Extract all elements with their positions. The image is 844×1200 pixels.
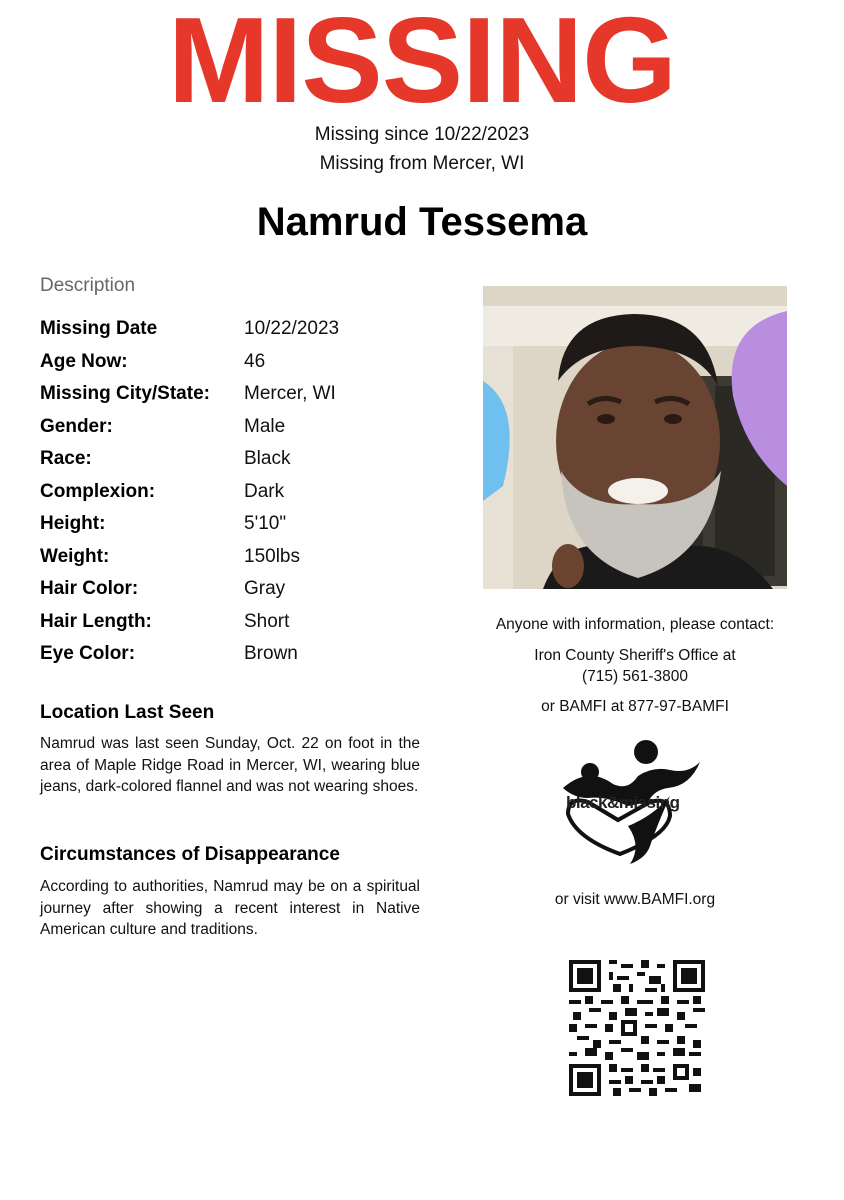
qr-code-icon[interactable] xyxy=(569,960,705,1096)
detail-key: Missing Date xyxy=(40,318,158,340)
detail-key: Race: xyxy=(40,448,92,470)
location-text: Namrud was last seen Sunday, Oct. 22 on foot in the area of Maple Ridge Road in Mercer, WI, wearing blue jeans, dark-colored flannel and was not wearing shoes. xyxy=(40,735,420,795)
detail-row-missing-date xyxy=(40,313,440,346)
detail-row-race xyxy=(40,443,440,476)
details-table xyxy=(40,313,440,671)
detail-key: Hair Color: xyxy=(40,578,139,600)
detail-value: Gray xyxy=(244,578,286,600)
detail-key: Height: xyxy=(40,513,106,535)
contact-sheriff: Iron County Sheriff's Office at xyxy=(534,647,736,664)
detail-row-city-state xyxy=(40,378,440,411)
person-name: Namrud Tessema xyxy=(256,200,588,244)
detail-key: Gender: xyxy=(40,415,113,437)
contact-bamfi: or BAMFI at 877-97-BAMFI xyxy=(541,698,729,715)
detail-row-hair-color xyxy=(40,573,440,606)
contact-visit[interactable]: or visit www.BAMFI.org xyxy=(554,891,716,908)
photo-illustration xyxy=(483,286,787,589)
circumstances-text: According to authorities, Namrud may be on a spiritual journey after showing a recent interest in Native American culture and traditions. xyxy=(40,878,420,938)
description-label: Description xyxy=(40,275,136,296)
missing-from: Missing from Mercer, WI xyxy=(319,153,525,174)
detail-key: Weight: xyxy=(40,545,110,567)
detail-row-gender xyxy=(40,411,440,444)
detail-value: Short xyxy=(244,610,290,632)
detail-key: Missing City/State: xyxy=(40,383,210,405)
detail-key: Hair Length: xyxy=(40,610,152,632)
missing-since: Missing since 10/22/2023 xyxy=(314,124,530,145)
logo-text: black&missing xyxy=(566,793,680,812)
detail-row-age xyxy=(40,346,440,379)
detail-value: Dark xyxy=(244,480,285,502)
contact-lead: Anyone with information, please contact: xyxy=(495,616,775,633)
detail-row-height xyxy=(40,508,440,541)
detail-value: Black xyxy=(244,448,291,470)
detail-value: Mercer, WI xyxy=(244,383,336,405)
detail-key: Complexion: xyxy=(40,480,156,502)
detail-value: 10/22/2023 xyxy=(244,318,340,340)
detail-key: Age Now: xyxy=(40,350,128,372)
detail-value: 5'10" xyxy=(244,513,287,535)
detail-row-eye-color xyxy=(40,638,440,671)
detail-key: Eye Color: xyxy=(40,643,136,665)
detail-row-weight xyxy=(40,541,440,574)
detail-row-hair-length xyxy=(40,606,440,639)
detail-value: 150lbs xyxy=(244,545,300,567)
missing-headline: MISSING xyxy=(167,0,677,128)
detail-value: 46 xyxy=(244,350,266,372)
detail-value: Male xyxy=(244,415,286,437)
contact-phone: (715) 561-3800 xyxy=(582,668,688,685)
person-photo xyxy=(483,286,787,589)
circumstances-title: Circumstances of Disappearance xyxy=(40,844,340,865)
location-title: Location Last Seen xyxy=(40,702,215,723)
detail-row-complexion xyxy=(40,476,440,509)
detail-value: Brown xyxy=(244,643,298,665)
